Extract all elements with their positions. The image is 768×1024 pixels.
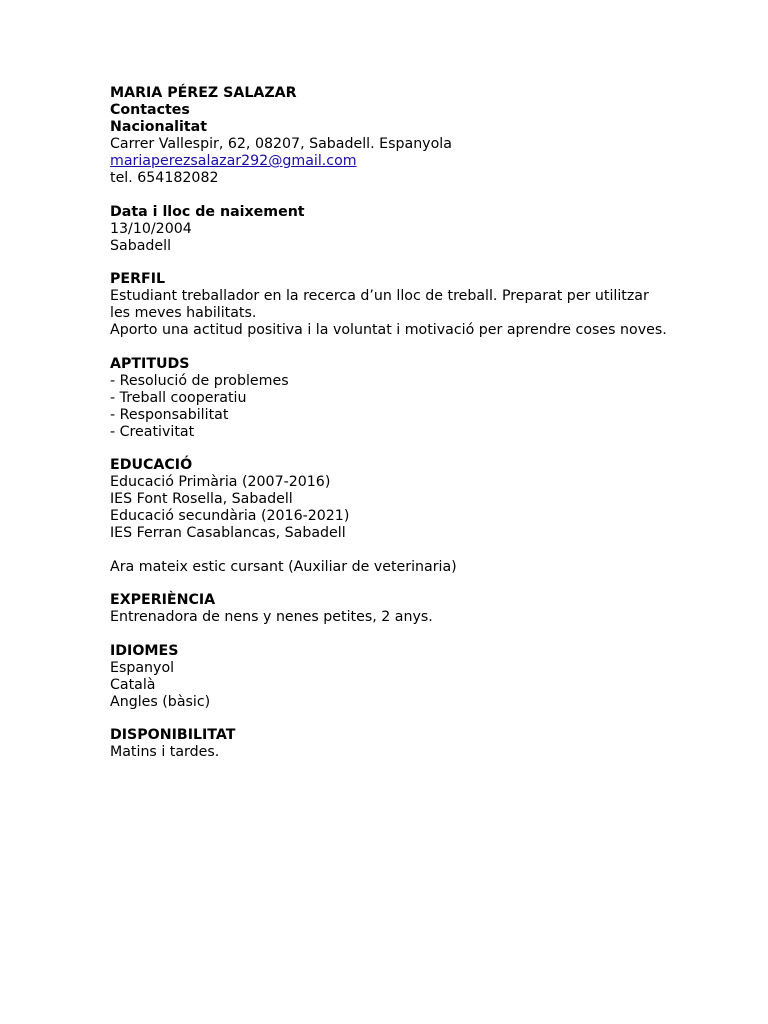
list-item: - Treball cooperatiu [110,389,247,406]
list-item: Educació secundària (2016-2021) [110,508,350,524]
list-item: Espanyol [110,659,175,676]
experience-item: Entrenadora de nens y nenes petites, 2 anys. [110,609,433,625]
profile-paragraph: Aporto una actitud positiva i la voluntat i motivació per aprendre coses noves. [110,322,667,338]
languages-title: IDIOMES [110,642,179,659]
address: Carrer Vallespir, 62, 08207, Sabadell. Espanyola [110,136,452,152]
experience-title: EXPERIÈNCIA [110,592,216,608]
education-title: EDUCACIÓ [110,457,193,473]
list-item: Angles (bàsic) [110,693,211,710]
availability-title: DISPONIBILITAT [110,727,236,743]
birth-title: Data i lloc de naixement [110,203,305,220]
list-item: Català [110,676,156,693]
availability-value: Matins i tardes. [110,744,220,760]
list-item: IES Font Rosella, Sabadell [110,491,293,507]
birth-place: Sabadell [110,237,172,254]
profile-paragraph: Estudiant treballador en la recerca d’un lloc de treball. Preparat per utilitzar les meves habilitats. [110,288,649,321]
cv-name: MARIA PÉREZ SALAZAR [110,85,297,101]
skills-title: APTITUDS [110,355,190,372]
list-item: - Resolució de problemes [110,372,289,389]
phone: tel. 654182082 [110,170,219,186]
nationality-label: Nacionalitat [110,119,208,135]
list-item: IES Ferran Casablancas, Sabadell [110,525,346,541]
list-item: - Responsabilitat [110,406,229,423]
cv-document [110,85,670,761]
list-item: Educació Primària (2007-2016) [110,474,331,490]
education-current: Ara mateix estic cursant (Auxiliar de veterinaria) [110,558,457,575]
email-link[interactable]: mariaperezsalazar292@gmail.com [110,153,357,169]
profile-title: PERFIL [110,271,166,287]
list-item: - Creativitat [110,423,195,440]
birth-date: 13/10/2004 [110,220,192,237]
contacts-label: Contactes [110,102,190,118]
